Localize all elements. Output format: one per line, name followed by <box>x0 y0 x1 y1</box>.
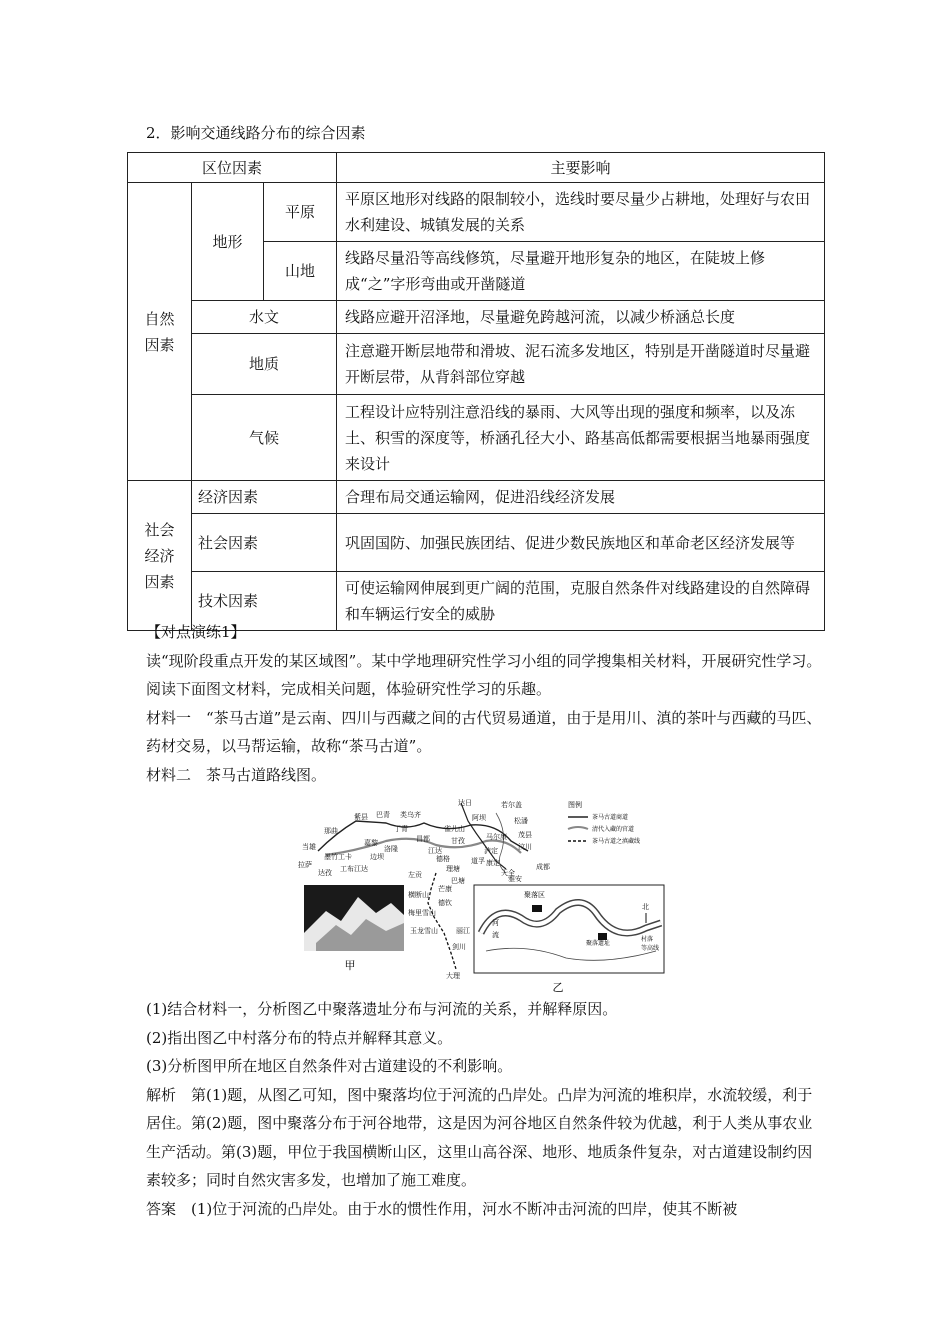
material-one: 材料一 “茶马古道”是云南、四川与西藏之间的古代贸易通道，由于是用川、滇的茶叶与西藏的马匹、药材交易，以马帮运输，故称“茶马古道”。 <box>146 708 822 755</box>
place-jiali: 嘉黎 <box>364 839 378 847</box>
place-songpan: 松潘 <box>514 817 528 825</box>
technology-label: 技术因素 <box>192 572 337 631</box>
mountain-effect: 线路尽量沿等高线修筑，尽量避开地形复杂的地区，在陡坡上修成“之”字形弯曲或开凿隧道 <box>337 242 825 301</box>
place-lijiang: 丽江 <box>456 927 470 935</box>
place-jianchuan: 剑川 <box>452 943 466 951</box>
technology-effect: 可使运输网伸展到更广阔的范围，克服自然条件对线路建设的自然障碍和车辆运行安全的威胁 <box>337 572 825 631</box>
header-factor: 区位因素 <box>128 153 337 183</box>
legend-swatch-official <box>568 827 588 829</box>
header-effect: 主要影响 <box>337 153 825 183</box>
place-dali: 大理 <box>446 972 460 980</box>
exercise-intro-block <box>146 618 826 789</box>
place-litang: 理塘 <box>446 865 460 873</box>
mountain-label: 山地 <box>264 242 337 301</box>
north-label: 北 <box>642 903 649 911</box>
place-yaan: 雅安 <box>508 875 522 883</box>
question-3: (3)分析图甲所在地区自然条件对古道建设的不利影响。 <box>146 1057 513 1075</box>
place-dingqing: 丁青 <box>394 825 408 833</box>
settlement-marker-1 <box>532 905 542 912</box>
material-two: 材料二 茶马古道路线图。 <box>146 765 327 784</box>
place-dangxiong: 当雄 <box>302 843 316 851</box>
exercise-title: 【对点演练1】 <box>146 623 246 641</box>
place-chengdu: 成都 <box>536 863 550 871</box>
hydrology-effect: 线路应避开沼泽地，尽量避免跨越河流，以减少桥涵总长度 <box>337 301 825 334</box>
answer: 答案 (1)位于河流的凸岸处。由于水的惯性作用，河水不断冲击河流的凹岸，使其不断被 <box>146 1199 738 1218</box>
place-ganzi: 甘孜 <box>451 837 465 845</box>
climate-label: 气候 <box>192 395 337 481</box>
geology-label: 地质 <box>192 334 337 395</box>
place-meilixueshan: 梅里雪山 <box>408 909 436 917</box>
exercise-intro: 读“现阶段重点开发的某区域图”。某中学地理研究性学习小组的同学搜集相关材料，开展研究性学习。阅读下面图文材料，完成相关问题，体验研究性学习的乐趣。 <box>146 651 822 698</box>
place-hengduanshan: 横断山 <box>408 891 429 899</box>
place-dari: 达日 <box>458 799 472 807</box>
settlement-marker-2 <box>598 933 607 940</box>
legend-official: 清代入藏的官道 <box>592 826 635 833</box>
terrain-label: 地形 <box>192 183 264 301</box>
place-maerkang: 马尔康 <box>486 833 507 841</box>
place-lasa: 拉萨 <box>298 861 312 869</box>
place-gongbujiangda: 工布江达 <box>340 865 368 873</box>
place-daofu: 道孚 <box>471 857 485 865</box>
place-tianquan: 天全 <box>501 869 515 877</box>
place-mozhugongka: 墨竹工卡 <box>324 853 352 861</box>
legend-title: 图例 <box>568 801 582 809</box>
place-maoxian: 茂县 <box>518 831 532 839</box>
social-factor-label: 社会 经济 因素 <box>128 481 192 631</box>
place-ruoergai: 若尔盖 <box>501 801 522 809</box>
map-legend <box>568 800 640 845</box>
plain-label: 平原 <box>264 183 337 242</box>
legend-commerce: 茶马古道商道 <box>592 814 629 821</box>
place-batang: 巴塘 <box>451 877 465 885</box>
place-deqin: 德钦 <box>438 899 452 907</box>
label-contour: 等高线 <box>641 945 660 952</box>
label-settlement-ruins: 聚落遗址 <box>586 940 611 947</box>
economic-effect: 合理布局交通运输网，促进沿线经济发展 <box>337 481 825 514</box>
society-label: 社会因素 <box>192 514 337 572</box>
place-zixian: 紫县 <box>354 813 368 821</box>
place-leiwuqi: 类乌齐 <box>400 811 421 819</box>
place-luding: 泸定 <box>484 847 498 855</box>
natural-factor-label: 自然 因素 <box>128 183 192 481</box>
place-jiangda: 江达 <box>428 847 442 855</box>
society-effect: 巩固国防、加强民族团结、促进少数民族地区和革命老区经济发展等 <box>337 514 825 572</box>
label-river-he: 河 <box>492 919 499 927</box>
factor-table <box>127 152 825 631</box>
place-mangkang: 芒康 <box>438 885 452 893</box>
economic-label: 经济因素 <box>192 481 337 514</box>
tea-horse-road-map <box>296 793 668 993</box>
label-village: 村落 <box>641 936 654 943</box>
label-river-liu: 流 <box>492 931 499 939</box>
place-dazi: 达孜 <box>318 869 332 877</box>
legend-yunnan: 茶马古道之滇藏线 <box>592 838 641 845</box>
label-settlement-area: 聚落区 <box>524 891 545 899</box>
section-title: 2．影响交通线路分布的综合因素 <box>146 124 366 142</box>
hydrology-label: 水文 <box>192 301 337 334</box>
questions-block <box>146 995 826 1223</box>
question-1: (1)结合材料一，分析图乙中聚落遗址分布与河流的关系，并解释原因。 <box>146 1000 618 1018</box>
place-kangding: 康定 <box>486 859 500 867</box>
plain-effect: 平原区地形对线路的限制较小，选线时要尽量少占耕地，处理好与农田水利建设、城镇发展的关系 <box>337 183 825 242</box>
geology-effect: 注意避开断层地带和滑坡、泥石流多发地区，特别是开凿隧道时尽量避开断层带，从背斜部位穿越 <box>337 334 825 395</box>
climate-effect: 工程设计应特别注意沿线的暴雨、大风等出现的强度和频率，以及冻土、积雪的深度等，桥涵孔径大小、路基高低都需要根据当地暴雨强度来设计 <box>337 395 825 481</box>
place-luolong: 洛隆 <box>384 845 398 853</box>
label-jia: 甲 <box>344 959 356 972</box>
place-queershan: 雀儿山 <box>444 825 465 833</box>
place-baqing: 巴青 <box>376 811 390 819</box>
analysis: 解析 第(1)题，从图乙可知，图中聚落均位于河流的凸岸处。凸岸为河流的堆积岸，水流较缓，利于居住。第(2)题，图中聚落分布于河谷地带，这是因为河谷地区自然条件较为优越，利于人类从事农业生产活动。第(3)题，甲位于我国横断山区，这里山高谷深、地形、地质条件复杂，对古道建设制约因素较多；同时自然灾害多发，也增加了施工难度。 <box>146 1085 813 1189</box>
place-bianba: 边坝 <box>370 853 384 861</box>
label-yi: 乙 <box>552 981 564 993</box>
question-2: (2)指出图乙中村落分布的特点并解释其意义。 <box>146 1028 453 1047</box>
place-changdu: 昌都 <box>416 835 430 843</box>
place-dege: 德格 <box>436 855 450 863</box>
place-yulongxueshan: 玉龙雪山 <box>410 927 438 935</box>
place-naqu: 那曲 <box>324 827 338 835</box>
place-zuogong: 左贡 <box>408 871 422 879</box>
place-aba: 阿坝 <box>472 814 486 822</box>
place-wenchuan: 汶川 <box>518 843 532 851</box>
